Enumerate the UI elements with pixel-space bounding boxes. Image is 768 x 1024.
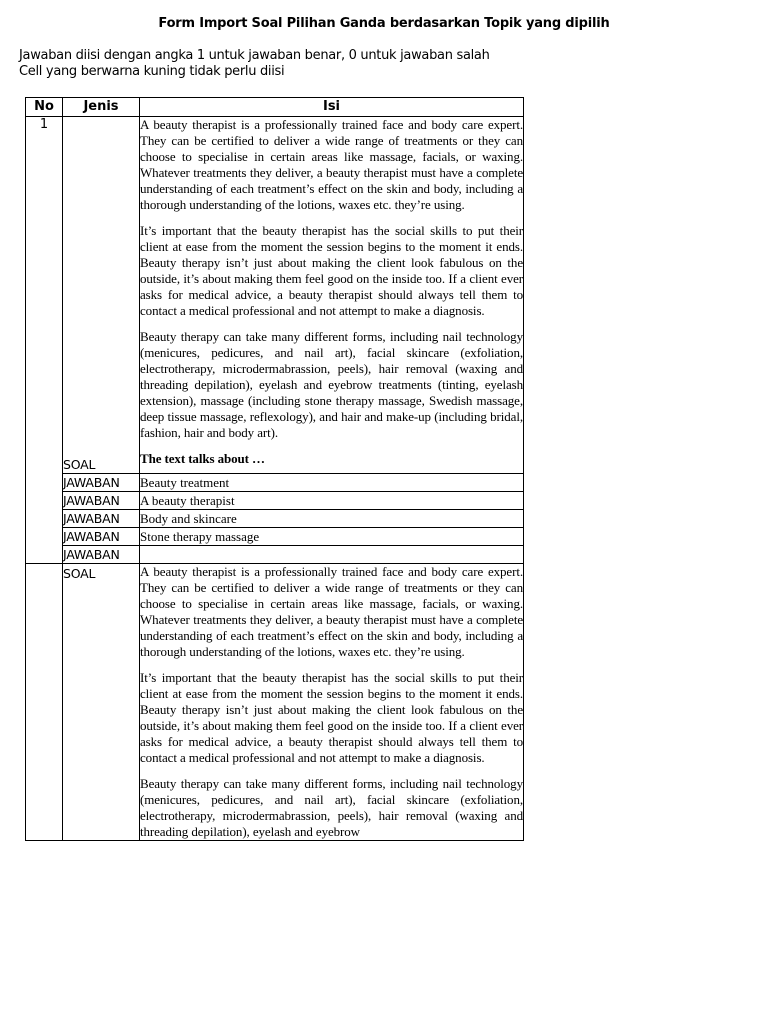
passage-paragraph: It’s important that the beauty therapist has the social skills to put their client at ease from the moment the session begins to the moment it ends. Beauty therapy isn’t just about making the client look fabulous on the outside, it’s about making them feel good on the inside too. If a client ever asks for medical advice, a beauty therapist should always tell them to contact a medical professional and not attempt to make a diagnosis. xyxy=(140,670,523,765)
header-isi: Isi xyxy=(140,98,524,117)
passage-paragraph: A beauty therapist is a professionally trained face and body care expert. They can be certified to deliver a wide range of treatments or they can choose to specialise in certain areas like massage, facials, or waxing. Whatever treatments they deliver, a beauty therapist must have a complete understanding of each treatment’s effect on the skin and body, including a thorough understanding of the lotions, waxes etc. they’re using. xyxy=(140,117,523,212)
header-jenis: Jenis xyxy=(63,98,140,117)
cell-answer-text[interactable]: A beauty therapist xyxy=(140,492,524,510)
instructions xyxy=(19,48,490,80)
cell-no[interactable]: 1 xyxy=(26,117,63,564)
header-row xyxy=(26,98,524,117)
instruction-line: Cell yang berwarna kuning tidak perlu diisi xyxy=(19,64,285,79)
cell-answer-text[interactable]: Beauty treatment xyxy=(140,474,524,492)
cell-answer-text[interactable]: Stone therapy massage xyxy=(140,528,524,546)
table-row-jawaban xyxy=(26,474,524,492)
cell-jenis-soal[interactable]: SOAL xyxy=(63,117,140,474)
cell-no[interactable] xyxy=(26,564,63,841)
cell-jenis-soal[interactable]: SOAL xyxy=(63,564,140,841)
page-title: Form Import Soal Pilihan Ganda berdasarkan Topik yang dipilih xyxy=(158,16,610,31)
cell-answer-text[interactable] xyxy=(140,546,524,564)
cell-jenis-jawaban[interactable]: JAWABAN xyxy=(63,474,140,492)
table-row-soal xyxy=(26,117,524,474)
question-table xyxy=(25,97,524,841)
passage-paragraph: Beauty therapy can take many different forms, including nail technology (menicures, pedicures, and nail art), facial skincare (exfoliation, electrotherapy, microdermabrassion, peels), hair removal (waxing and threading depilation), eyelash and eyebrow treatments (tinting, eyelash extension), massage (including stone therapy massage, Swedish massage, deep tissue massage, reflexology), and hair and make-up (including bridal, fashion, hair and body art). xyxy=(140,329,523,440)
cell-jenis-jawaban[interactable]: JAWABAN xyxy=(63,510,140,528)
cell-jenis-jawaban[interactable]: JAWABAN xyxy=(63,528,140,546)
cell-isi-soal[interactable] xyxy=(140,117,524,474)
passage-paragraph: Beauty therapy can take many different forms, including nail technology (menicures, pedicures, and nail art), facial skincare (exfoliation, electrotherapy, microdermabrassion, peels), hair removal (waxing and threading depilation), eyelash and eyebrow xyxy=(140,776,523,839)
table-row-soal xyxy=(26,564,524,841)
passage-paragraph: It’s important that the beauty therapist has the social skills to put their client at ease from the moment the session begins to the moment it ends. Beauty therapy isn’t just about making the client look fabulous on the outside, it’s about making them feel good on the inside too. If a client ever asks for medical advice, a beauty therapist should always tell them to contact a medical professional and not attempt to make a diagnosis. xyxy=(140,223,523,318)
header-no: No xyxy=(26,98,63,117)
table-row-jawaban xyxy=(26,528,524,546)
cell-jenis-jawaban[interactable]: JAWABAN xyxy=(63,546,140,564)
passage-paragraph: A beauty therapist is a professionally trained face and body care expert. They can be certified to deliver a wide range of treatments or they can choose to specialise in certain areas like massage, facials, or waxing. Whatever treatments they deliver, a beauty therapist must have a complete understanding of each treatment’s effect on the skin and body, including a thorough understanding of the lotions, waxes etc. they’re using. xyxy=(140,564,523,659)
cell-isi-soal[interactable] xyxy=(140,564,524,841)
table-row-jawaban xyxy=(26,546,524,564)
instruction-line: Jawaban diisi dengan angka 1 untuk jawaban benar, 0 untuk jawaban salah xyxy=(19,48,490,63)
cell-answer-text[interactable]: Body and skincare xyxy=(140,510,524,528)
question-text: The text talks about … xyxy=(140,451,265,466)
table-row-jawaban xyxy=(26,510,524,528)
cell-jenis-jawaban[interactable]: JAWABAN xyxy=(63,492,140,510)
table-row-jawaban xyxy=(26,492,524,510)
